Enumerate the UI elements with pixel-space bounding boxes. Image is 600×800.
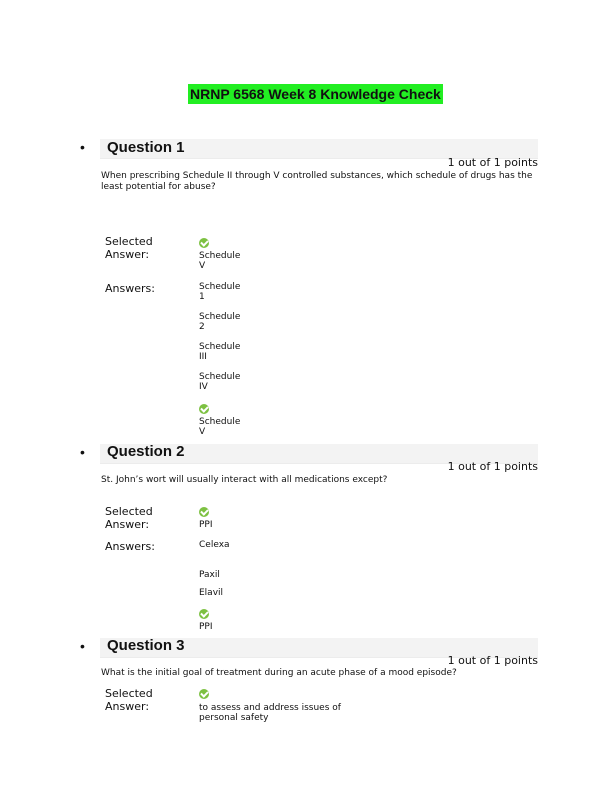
answer-option: Schedule III [199,342,241,362]
question-points-2: 1 out of 1 points [447,460,538,473]
answer-option: Celexa [199,540,230,550]
selected-answer-label-3: Selected Answer: [105,687,153,713]
question-title-3: Question 3 [107,637,185,654]
question-points-3: 1 out of 1 points [447,654,538,667]
answer-option: Schedule V [199,417,241,437]
answers-label-2: Answers: [105,540,155,553]
answer-option: Elavil [199,588,224,598]
bullet: • [80,444,85,460]
answer-option: PPI [199,622,213,632]
question-title-2: Question 2 [107,443,185,460]
answer-option: Paxil [199,570,220,580]
bullet: • [80,139,85,155]
checkmark-circle-icon [199,238,209,248]
document-title: NRNP 6568 Week 8 Knowledge Check [190,86,441,102]
selected-answer-3: to assess and address issues of personal safety [199,703,341,723]
answers-label-1: Answers: [105,282,155,295]
selected-answer-1: Schedule V [199,251,241,271]
selected-answer-label-1: Selected Answer: [105,235,153,261]
bullet: • [80,638,85,654]
checkmark-circle-icon [199,404,209,414]
selected-answer-2: PPI [199,520,213,530]
question-text-2: St. John’s wort will usually interact with all medications except? [101,475,388,485]
answer-option: Schedule 2 [199,312,241,332]
question-text-3: What is the initial goal of treatment during an acute phase of a mood episode? [101,668,457,678]
checkmark-circle-icon [199,609,209,619]
checkmark-circle-icon [199,507,209,517]
checkmark-circle-icon [199,689,209,699]
answer-option: Schedule IV [199,372,241,392]
question-title-1: Question 1 [107,139,185,156]
answer-option: Schedule 1 [199,282,241,302]
selected-answer-label-2: Selected Answer: [105,505,153,531]
question-text-1: When prescribing Schedule II through V controlled substances, which schedule of drugs has the least potential for abuse? [101,171,533,192]
question-points-1: 1 out of 1 points [447,156,538,169]
